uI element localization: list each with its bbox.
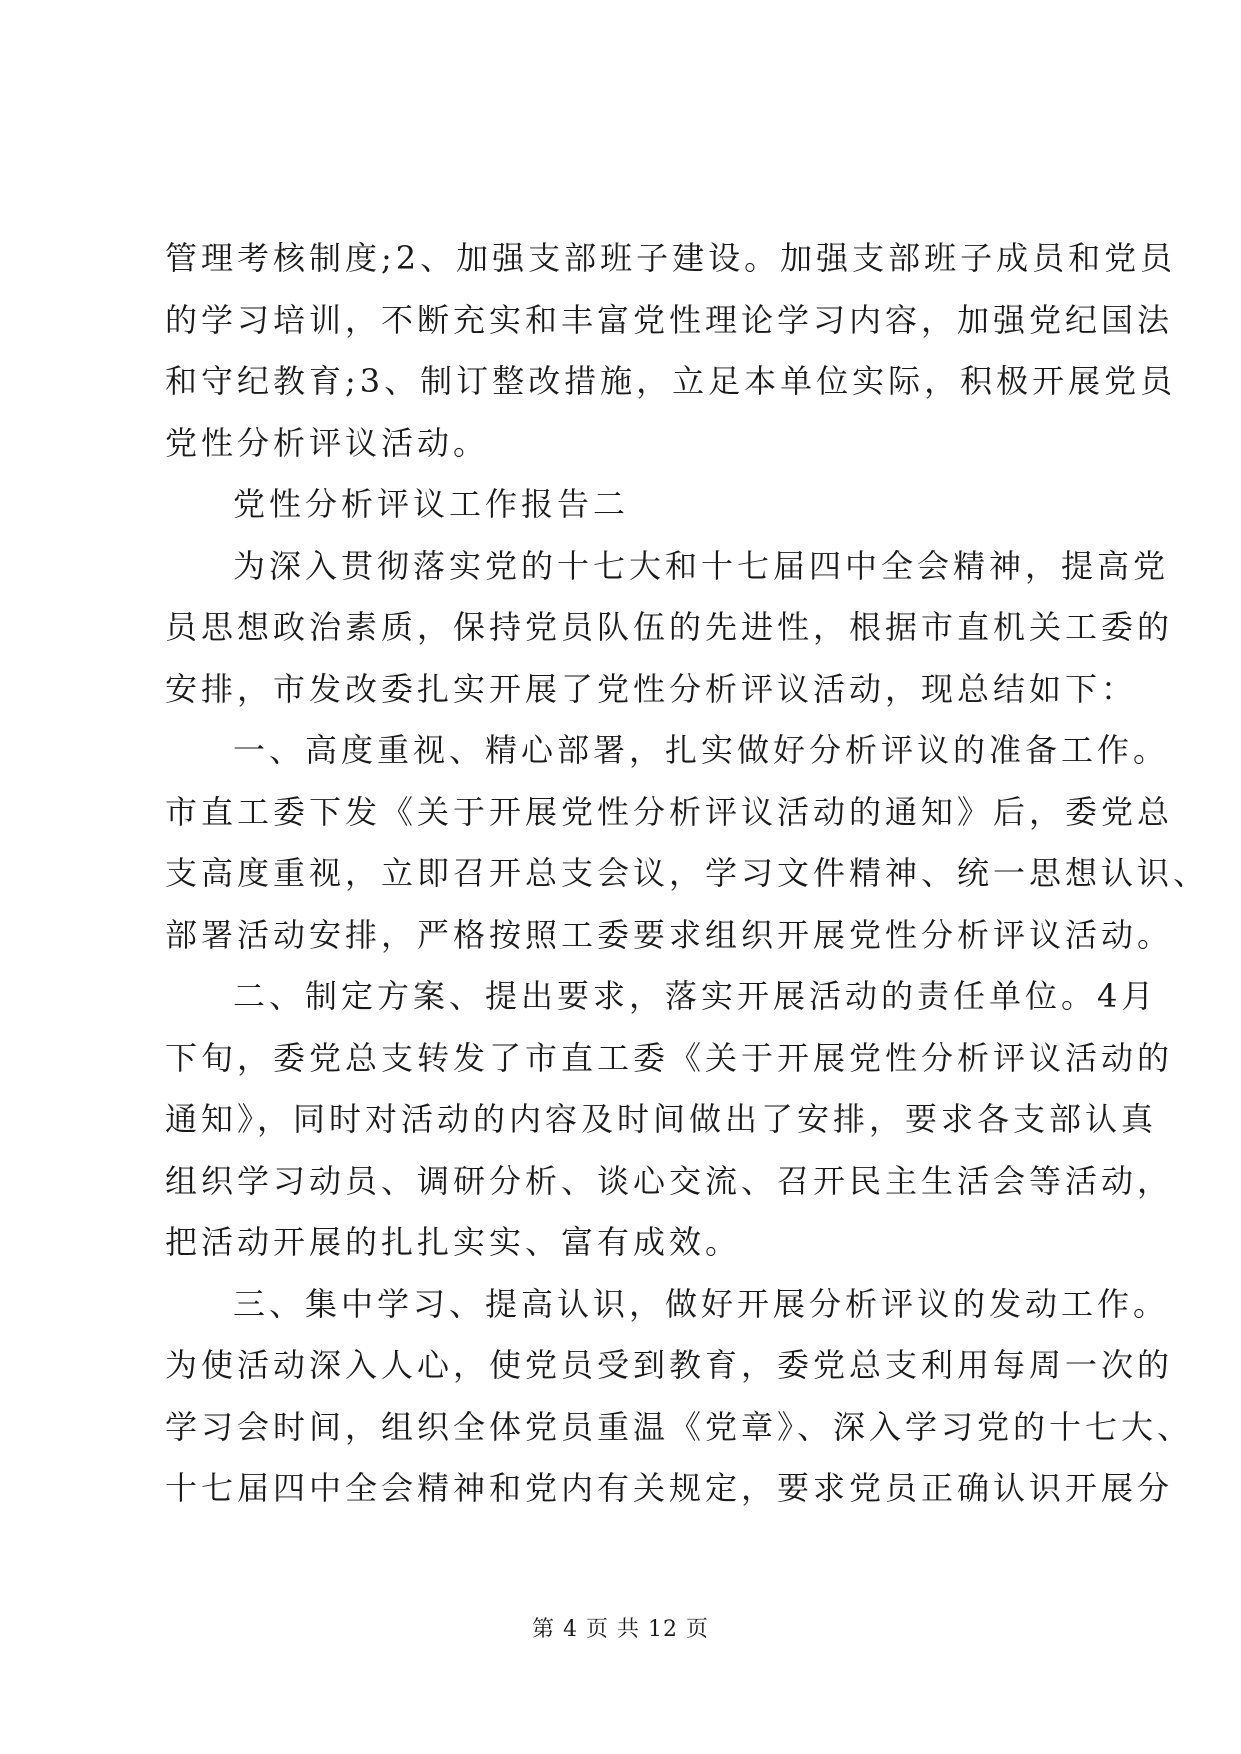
- text-line: 通知》，同时对活动的内容及时间做出了安排，要求各支部认真: [165, 1100, 1158, 1138]
- text-line: 下旬，委党总支转发了市直工委《关于开展党性分析评议活动的: [165, 1038, 1174, 1077]
- text-line: 二、制定方案、提出要求，落实开展活动的责任单位。4月: [233, 977, 1158, 1015]
- text-line: 学习会时间，组织全体党员重温《党章》、深入学习党的十七大、: [165, 1407, 1194, 1446]
- text-line: 党性分析评议活动。: [165, 423, 490, 462]
- text-line: 管理考核制度;2、加强支部班子建设。加强支部班子成员和党员: [165, 239, 1177, 277]
- text-line: 党性分析评议工作报告二: [233, 485, 630, 523]
- text-line: 把活动开展的扎扎实实、富有成效。: [165, 1223, 742, 1261]
- text-line: 十七届四中全会精神和党内有关规定，要求党员正确认识开展分: [165, 1469, 1174, 1507]
- text-line: 和守纪教育;3、制订整改措施，立足本单位实际，积极开展党员: [165, 362, 1177, 400]
- text-line: 部署活动安排，严格按照工委要求组织开展党性分析评议活动。: [165, 915, 1174, 954]
- body-text: [165, 228, 1210, 1520]
- text-line: 为使活动深入人心，使党员受到教育，委党总支利用每周一次的: [165, 1346, 1174, 1384]
- text-line: 为深入贯彻落实党的十七大和十七届四中全会精神，提高党: [233, 546, 1170, 585]
- text-line: 支高度重视，立即召开总支会议，学习文件精神、统一思想认识、: [165, 854, 1210, 892]
- text-line: 组织学习动员、调研分析、谈心交流、召开民主生活会等活动，: [165, 1161, 1174, 1200]
- page-footer: 第 4 页 共 12 页: [532, 1617, 709, 1642]
- text-line: 员思想政治素质，保持党员队伍的先进性，根据市直机关工委的: [165, 608, 1174, 646]
- text-line: 一、高度重视、精心部署，扎实做好分析评议的准备工作。: [233, 731, 1170, 769]
- text-line: 三、集中学习、提高认识，做好开展分析评议的发动工作。: [233, 1284, 1170, 1323]
- text-line: 的学习培训，不断充实和丰富党性理论学习内容，加强党纪国法: [165, 300, 1174, 339]
- text-line: 安排，市发改委扎实开展了党性分析评议活动，现总结如下：: [165, 669, 1138, 708]
- text-line: 市直工委下发《关于开展党性分析评议活动的通知》后，委党总: [165, 792, 1174, 831]
